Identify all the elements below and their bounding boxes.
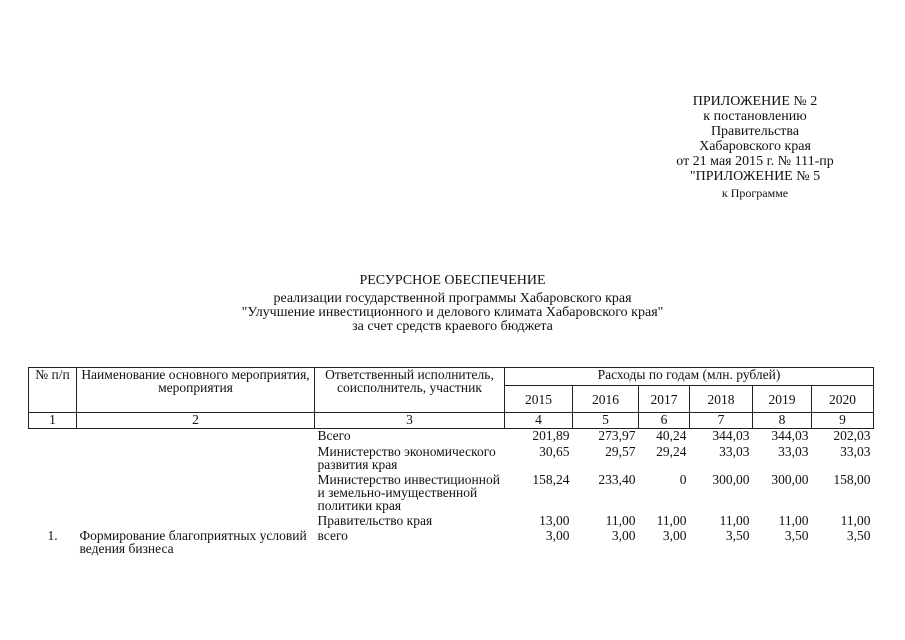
row-value: 0 [679,471,687,487]
row-num [29,514,77,529]
header-name: Наименование основного мероприятия, мероприятия [77,368,315,413]
header-executor: Ответственный исполнитель, соисполнитель, участник [315,368,505,413]
row-value: 3,00 [662,527,687,543]
document-title [150,274,755,334]
row-executor: Правительство края [317,512,433,528]
title-heading: РЕСУРСНОЕ ОБЕСПЕЧЕНИЕ [359,273,546,288]
column-number: 9 [812,413,874,429]
row-value: 33,03 [719,443,750,459]
title-line: "Улучшение инвестиционного и делового климата Хабаровского края" [241,305,664,320]
title-line: за счет средств краевого бюджета [352,319,553,334]
column-number: 7 [690,413,753,429]
table-row [29,529,874,557]
header-year: 2019 [753,386,812,413]
row-name [77,445,315,473]
row-value: 344,03 [712,428,750,443]
table-body [29,429,874,557]
row-value: 11,00 [656,512,687,528]
row-value: 29,24 [656,443,687,459]
row-value: 30,65 [539,443,570,459]
appendix-line: Хабаровского края [699,139,811,154]
column-number: 1 [29,413,77,429]
row-name [77,473,315,514]
column-number: 2 [77,413,315,429]
row-value: 33,03 [840,443,871,459]
row-value: 273,97 [598,428,636,443]
table-row [29,514,874,529]
appendix-block [650,94,860,201]
table-row [29,473,874,514]
row-value: 344,03 [771,428,809,443]
table-header [29,368,874,429]
row-executor: всего [317,527,348,543]
row-value: 11,00 [605,512,636,528]
row-value: 158,00 [833,471,871,487]
row-num [29,473,77,514]
row-value: 40,24 [656,428,687,443]
row-executor: Министерство экономического развития края [317,443,496,472]
header-expenses: Расходы по годам (млн. рублей) [505,368,874,386]
appendix-title: ПРИЛОЖЕНИЕ № 2 [692,94,818,109]
appendix-line: Правительства [710,124,800,139]
column-number: 3 [315,413,505,429]
header-year: 2016 [573,386,639,413]
row-name [77,514,315,529]
column-number: 8 [753,413,812,429]
row-executor: Министерство инвестиционной и земельно-имущественной политики края [317,471,500,513]
row-name: Формирование благоприятных условий ведения бизнеса [79,527,307,556]
row-name [77,429,315,445]
table-row [29,429,874,445]
row-value: 158,24 [532,471,570,487]
appendix-line: к Программе [721,186,789,200]
row-value: 13,00 [539,512,570,528]
resource-table [28,367,874,557]
header-year: 2017 [639,386,690,413]
header-year: 2015 [505,386,573,413]
appendix-sub-title: "ПРИЛОЖЕНИЕ № 5 [689,169,821,184]
row-value: 3,50 [784,527,809,543]
appendix-line: к постановлению [703,109,807,124]
row-value: 3,00 [611,527,636,543]
row-value: 33,03 [778,443,809,459]
row-value: 29,57 [605,443,636,459]
row-value: 201,89 [532,428,570,443]
header-year: 2020 [812,386,874,413]
appendix-resolution: от 21 мая 2015 г. № 111-пр [676,154,834,169]
title-line: реализации государственной программы Хабаровского края [273,291,632,306]
row-value: 3,50 [725,527,750,543]
row-num [29,445,77,473]
column-number: 6 [639,413,690,429]
row-num: 1. [47,527,58,543]
row-value: 300,00 [712,471,750,487]
header-year: 2018 [690,386,753,413]
header-num: № п/п [29,368,77,413]
row-value: 233,40 [598,471,636,487]
column-number: 5 [573,413,639,429]
table-row [29,445,874,473]
row-value: 202,03 [833,428,871,443]
row-value: 3,00 [545,527,570,543]
row-executor: Всего [317,428,351,443]
row-value: 3,50 [846,527,871,543]
row-value: 11,00 [719,512,750,528]
row-value: 11,00 [778,512,809,528]
row-value: 11,00 [840,512,871,528]
column-number: 4 [505,413,573,429]
row-value: 300,00 [771,471,809,487]
row-num [29,429,77,445]
